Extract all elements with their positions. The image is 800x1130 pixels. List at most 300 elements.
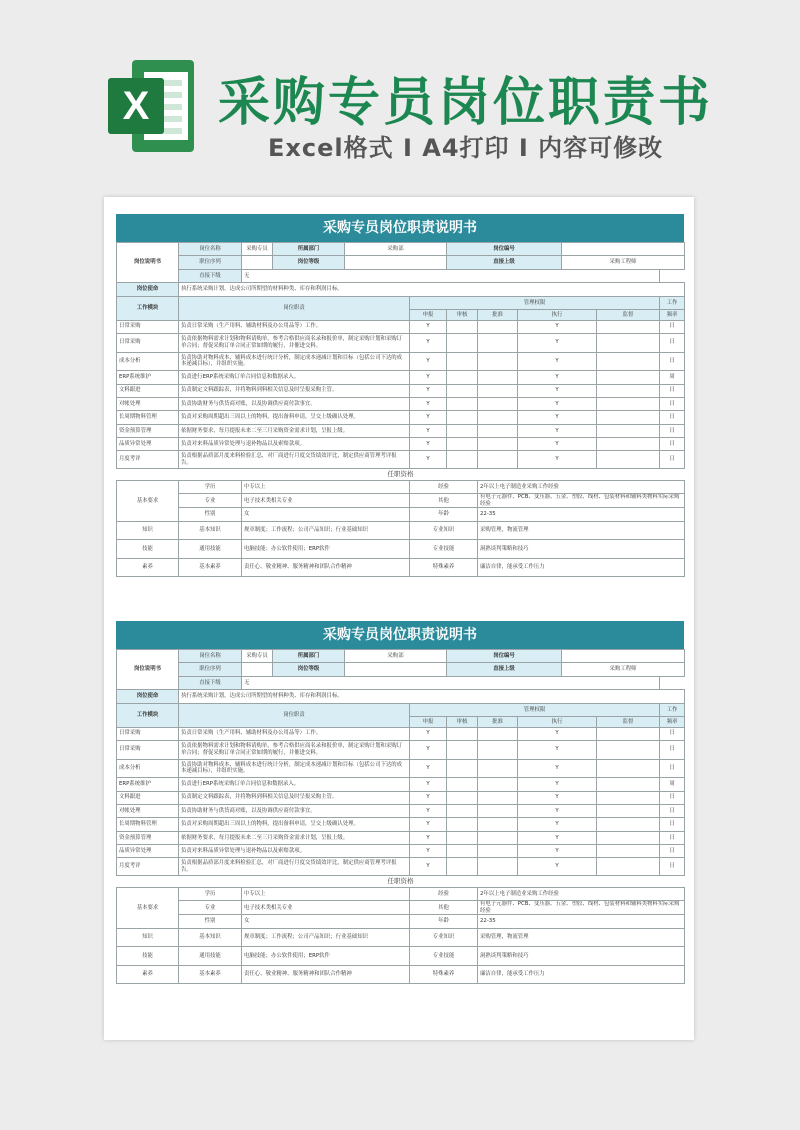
authority-col-header: 监督 (597, 716, 660, 727)
gender-label: 性别 (179, 915, 242, 928)
authority-mark (478, 333, 518, 352)
authority-mark (478, 424, 518, 437)
basic-quality-label: 基本素养 (179, 558, 242, 577)
info-table (116, 242, 685, 577)
gender-value: 女 (242, 915, 410, 928)
pro-skill-label: 专业技能 (410, 540, 478, 559)
superior-value: 采购工程师 (562, 256, 685, 269)
authority-mark: Y (410, 397, 447, 410)
duty-frequency: 日 (660, 727, 685, 740)
page-subtitle: Excel格式 I A4打印 I 内容可修改 (268, 134, 664, 162)
authority-mark: Y (518, 371, 597, 384)
mission-value: 执行系统采购计划，达成公司所期望的材料种类、库存和利润目标。 (179, 283, 685, 296)
basic-quality-label: 基本素养 (179, 965, 242, 984)
duty-module: 日常采购 (117, 727, 179, 740)
freq-header: 频率 (660, 309, 685, 320)
duty-sheet (116, 214, 684, 577)
authority-mark (478, 845, 518, 858)
authority-mark (478, 818, 518, 831)
duty-row (117, 818, 685, 831)
major-value: 电子技术类相关专业 (242, 901, 410, 915)
duty-module: 月度考评 (117, 451, 179, 468)
authority-mark: Y (410, 320, 447, 333)
dept-label: 所属部门 (273, 650, 345, 663)
authority-mark: Y (410, 778, 447, 791)
duty-row (117, 727, 685, 740)
duty-frequency: 日 (660, 451, 685, 468)
knowledge-label: 知识 (117, 928, 179, 947)
authority-mark: Y (410, 818, 447, 831)
basic-knowledge-label: 基本知识 (179, 928, 242, 947)
authority-mark (447, 845, 478, 858)
duty-row (117, 740, 685, 759)
duty-row (117, 384, 685, 397)
duty-frequency: 日 (660, 352, 685, 371)
age-label: 年龄 (410, 915, 478, 928)
pro-knowledge-value: 采购管理，物流管理 (478, 928, 685, 947)
sub-label: 直接下级 (179, 269, 242, 282)
duty-text: 负责依据物料需求计划和物料请购单，参考合格供应商名录和报价单，制定采购计划和采购订单合同；督促采购订单合同正常如期的履行，并催进交料。 (179, 333, 410, 352)
authority-mark (478, 352, 518, 371)
duty-text: 负责对来料品质异常处理与退补物品以及索赔款项。 (179, 845, 410, 858)
duty-module: ERP系统维护 (117, 778, 179, 791)
authority-mark (478, 451, 518, 468)
info-section-label: 岗位说明书 (117, 650, 179, 690)
duty-row (117, 858, 685, 875)
duty-text: 负责根据品质部月度来料检验汇总，对厂商进行月度交货绩效评比，制定供应商管理考评报告。 (179, 858, 410, 875)
authority-mark: Y (518, 727, 597, 740)
skill-label: 技能 (117, 540, 179, 559)
authority-mark (597, 411, 660, 424)
special-quality-label: 特殊素养 (410, 558, 478, 577)
duty-row (117, 845, 685, 858)
age-value: 22-35 (478, 915, 685, 928)
duty-text: 负责制定文料跟踪表，并将物料到料相关信息及时呈报采购主管。 (179, 384, 410, 397)
authority-mark: Y (518, 778, 597, 791)
authority-mark (597, 424, 660, 437)
age-value: 22-35 (478, 508, 685, 521)
duty-frequency: 日 (660, 845, 685, 858)
authority-mark (447, 384, 478, 397)
duty-row (117, 333, 685, 352)
authority-col-header: 执行 (518, 309, 597, 320)
seq-value (242, 256, 273, 269)
sheet-title: 采购专员岗位职责说明书 (116, 621, 684, 649)
duty-row (117, 371, 685, 384)
authority-mark (478, 759, 518, 778)
authority-mark: Y (410, 740, 447, 759)
general-skill-label: 通用技能 (179, 540, 242, 559)
quality-label: 素养 (117, 965, 179, 984)
authority-mark: Y (410, 804, 447, 817)
authority-mark (478, 740, 518, 759)
duty-text: 负责对来料品质异常处理与退补物品以及索赔款项。 (179, 438, 410, 451)
authority-mark (447, 804, 478, 817)
duty-row (117, 320, 685, 333)
quality-label: 素养 (117, 558, 179, 577)
duty-text: 负责协助财务与供货商对账，以及协调供应商付款事宜。 (179, 804, 410, 817)
authority-col-header: 申报 (410, 309, 447, 320)
duty-frequency: 日 (660, 759, 685, 778)
authority-mark: Y (518, 397, 597, 410)
duty-header: 岗位职责 (179, 703, 410, 727)
authority-mark (447, 438, 478, 451)
work-header: 工作 (660, 703, 685, 716)
edu-label: 学历 (179, 887, 242, 900)
edu-label: 学历 (179, 480, 242, 493)
authority-mark (597, 397, 660, 410)
authority-col-header: 监督 (597, 309, 660, 320)
basic-req-label: 基本要求 (117, 887, 179, 928)
mission-value: 执行系统采购计划，达成公司所期望的材料种类、库存和利润目标。 (179, 690, 685, 703)
authority-mark (447, 451, 478, 468)
knowledge-label: 知识 (117, 521, 179, 540)
authority-mark (447, 320, 478, 333)
duty-frequency: 日 (660, 818, 685, 831)
authority-mark (478, 384, 518, 397)
authority-mark: Y (410, 438, 447, 451)
authority-mark (447, 352, 478, 371)
authority-mark (597, 858, 660, 875)
pro-knowledge-value: 采购管理，物流管理 (478, 521, 685, 540)
duty-module: 文料跟进 (117, 384, 179, 397)
authority-mark: Y (410, 858, 447, 875)
duty-frequency: 日 (660, 384, 685, 397)
basic-knowledge-value: 规章制度；工作流程；公司产品知识；行业基础知识 (242, 928, 410, 947)
authority-mark (447, 740, 478, 759)
grade-value (345, 663, 447, 676)
authority-mark (597, 727, 660, 740)
pro-skill-label: 专业技能 (410, 947, 478, 966)
duty-row (117, 352, 685, 371)
duty-text: 负责对采购周期超出三周以上的物料，提出备料申请，呈交上级确认处理。 (179, 411, 410, 424)
age-label: 年龄 (410, 508, 478, 521)
name-value: 采购专员 (242, 243, 273, 256)
major-label: 专业 (179, 901, 242, 915)
authority-mark: Y (410, 384, 447, 397)
authority-mark (597, 818, 660, 831)
duty-row (117, 804, 685, 817)
authority-mark (597, 438, 660, 451)
duty-row (117, 778, 685, 791)
authority-mark (447, 831, 478, 844)
duty-frequency: 日 (660, 411, 685, 424)
duty-frequency: 日 (660, 804, 685, 817)
exp-label: 经验 (410, 887, 478, 900)
authority-mark: Y (518, 333, 597, 352)
duty-module: 品质异常处理 (117, 438, 179, 451)
duty-text: 负责日常采购（生产用料、辅助材料及办公用品等）工作。 (179, 320, 410, 333)
page-header (0, 0, 800, 185)
name-value: 采购专员 (242, 650, 273, 663)
authority-mark: Y (410, 451, 447, 468)
duty-frequency: 日 (660, 858, 685, 875)
duty-module: 日常采购 (117, 333, 179, 352)
superior-label: 直接上级 (447, 663, 562, 676)
authority-mark: Y (410, 845, 447, 858)
duty-row (117, 791, 685, 804)
seq-label: 职位序列 (179, 256, 242, 269)
duty-header: 岗位职责 (179, 296, 410, 320)
info-table (116, 649, 685, 984)
duty-module: 日常采购 (117, 740, 179, 759)
duty-text: 依据财务要求，每月提报未来二至三月采购资金需求计划，呈报上级。 (179, 831, 410, 844)
duty-frequency: 日 (660, 397, 685, 410)
authority-mark (597, 740, 660, 759)
edu-value: 中专以上 (242, 887, 410, 900)
duty-module: 品质异常处理 (117, 845, 179, 858)
other-value: 有电子元器件、PCB、变压器、五金、塑胶、线材、包装材料和辅料类物料实际采购经验 (478, 901, 685, 915)
document-paper (104, 197, 694, 1040)
duty-module: 成本分析 (117, 352, 179, 371)
authority-mark (478, 411, 518, 424)
duty-module: 长周期物料管理 (117, 411, 179, 424)
name-label: 岗位名称 (179, 243, 242, 256)
mission-label: 岗位使命 (117, 283, 179, 296)
duty-frequency: 日 (660, 333, 685, 352)
basic-knowledge-label: 基本知识 (179, 521, 242, 540)
authority-mark (597, 804, 660, 817)
authority-header: 管理权限 (410, 703, 660, 716)
authority-header: 管理权限 (410, 296, 660, 309)
general-skill-value: 电脑技能；办公软件使用；ERP软件 (242, 947, 410, 966)
authority-mark (597, 333, 660, 352)
duty-row (117, 411, 685, 424)
gender-value: 女 (242, 508, 410, 521)
authority-mark: Y (518, 791, 597, 804)
authority-mark: Y (518, 858, 597, 875)
authority-mark: Y (518, 384, 597, 397)
authority-mark: Y (518, 831, 597, 844)
authority-mark (597, 845, 660, 858)
code-value (562, 243, 685, 256)
skill-label: 技能 (117, 947, 179, 966)
pro-knowledge-label: 专业知识 (410, 521, 478, 540)
authority-col-header: 审核 (447, 309, 478, 320)
authority-mark: Y (410, 424, 447, 437)
grade-label: 岗位等级 (273, 663, 345, 676)
authority-mark: Y (410, 371, 447, 384)
duty-text: 负责协助财务与供货商对账，以及协调供应商付款事宜。 (179, 397, 410, 410)
exp-value: 2年以上电子制造业采购工作经验 (478, 480, 685, 493)
authority-mark (597, 831, 660, 844)
authority-mark (478, 831, 518, 844)
basic-req-label: 基本要求 (117, 480, 179, 521)
authority-mark (597, 320, 660, 333)
grade-value (345, 256, 447, 269)
duty-text: 负责协助对物料成本、辅料成本进行统计分析，制定成本递减计划和目标（包括公司下达的成本递减目标），并组织实施。 (179, 759, 410, 778)
duty-row (117, 424, 685, 437)
exp-label: 经验 (410, 480, 478, 493)
authority-mark: Y (410, 352, 447, 371)
authority-mark: Y (410, 727, 447, 740)
pro-skill-value: 洞熟谈判策略和技巧 (478, 947, 685, 966)
duty-frequency: 周 (660, 371, 685, 384)
code-label: 岗位编号 (447, 650, 562, 663)
general-skill-value: 电脑技能；办公软件使用；ERP软件 (242, 540, 410, 559)
duty-frequency: 周 (660, 778, 685, 791)
authority-mark: Y (410, 333, 447, 352)
authority-col-header: 执行 (518, 716, 597, 727)
duty-frequency: 日 (660, 740, 685, 759)
gender-label: 性别 (179, 508, 242, 521)
authority-col-header: 批准 (478, 309, 518, 320)
logo-letter: X (108, 78, 164, 134)
exp-value: 2年以上电子制造业采购工作经验 (478, 887, 685, 900)
authority-mark (478, 727, 518, 740)
authority-mark (447, 727, 478, 740)
authority-mark (447, 424, 478, 437)
authority-mark: Y (518, 818, 597, 831)
superior-label: 直接上级 (447, 256, 562, 269)
duty-frequency: 日 (660, 424, 685, 437)
duty-module: 日常采购 (117, 320, 179, 333)
edu-value: 中专以上 (242, 480, 410, 493)
duty-text: 负责根据品质部月度来料检验汇总，对厂商进行月度交货绩效评比，制定供应商管理考评报告。 (179, 451, 410, 468)
dept-label: 所属部门 (273, 243, 345, 256)
duty-module: 成本分析 (117, 759, 179, 778)
duty-row (117, 438, 685, 451)
duty-module: 长周期物料管理 (117, 818, 179, 831)
freq-header: 频率 (660, 716, 685, 727)
duty-row (117, 759, 685, 778)
sheet-title: 采购专员岗位职责说明书 (116, 214, 684, 242)
sub-label: 直接下级 (179, 676, 242, 689)
duty-text: 负责进行ERP系统采购订单合同信息和数据录入。 (179, 371, 410, 384)
authority-mark (597, 759, 660, 778)
duty-module: 资金预算管理 (117, 831, 179, 844)
duty-frequency: 日 (660, 831, 685, 844)
authority-mark (478, 791, 518, 804)
authority-mark: Y (518, 804, 597, 817)
authority-mark: Y (410, 759, 447, 778)
duty-module: ERP系统维护 (117, 371, 179, 384)
info-section-label: 岗位说明书 (117, 243, 179, 283)
duty-module: 文料跟进 (117, 791, 179, 804)
duty-text: 负责日常采购（生产用料、辅助材料及办公用品等）工作。 (179, 727, 410, 740)
sub-value: 无 (242, 269, 660, 282)
seq-value (242, 663, 273, 676)
duty-text: 负责制定文料跟踪表，并将物料到料相关信息及时呈报采购主管。 (179, 791, 410, 804)
other-label: 其他 (410, 901, 478, 915)
dept-value: 采购部 (345, 650, 447, 663)
superior-value: 采购工程师 (562, 663, 685, 676)
module-header: 工作模块 (117, 703, 179, 727)
module-header: 工作模块 (117, 296, 179, 320)
basic-quality-value: 责任心、敬业精神、服务精神和团队合作精神 (242, 965, 410, 984)
authority-mark: Y (410, 791, 447, 804)
authority-mark (478, 397, 518, 410)
other-label: 其他 (410, 494, 478, 508)
general-skill-label: 通用技能 (179, 947, 242, 966)
duty-row (117, 451, 685, 468)
excel-logo-icon (104, 60, 200, 152)
authority-mark (597, 352, 660, 371)
authority-mark (478, 371, 518, 384)
duty-text: 依据财务要求，每月提报未来二至三月采购资金需求计划，呈报上级。 (179, 424, 410, 437)
special-quality-label: 特殊素养 (410, 965, 478, 984)
duty-frequency: 日 (660, 320, 685, 333)
authority-mark (597, 371, 660, 384)
authority-mark (447, 371, 478, 384)
authority-mark (478, 438, 518, 451)
duty-module: 对帐处理 (117, 397, 179, 410)
authority-mark: Y (518, 845, 597, 858)
authority-col-header: 审核 (447, 716, 478, 727)
authority-mark (447, 333, 478, 352)
authority-col-header: 申报 (410, 716, 447, 727)
seq-label: 职位序列 (179, 663, 242, 676)
pro-knowledge-label: 专业知识 (410, 928, 478, 947)
qualification-title: 任职资格 (117, 875, 685, 887)
authority-mark (447, 397, 478, 410)
authority-mark: Y (518, 352, 597, 371)
authority-mark (447, 411, 478, 424)
authority-mark (597, 384, 660, 397)
duty-module: 月度考评 (117, 858, 179, 875)
special-quality-value: 廉洁自律，能承受工作压力 (478, 965, 685, 984)
duty-sheet (116, 621, 684, 984)
major-label: 专业 (179, 494, 242, 508)
duty-row (117, 831, 685, 844)
dept-value: 采购部 (345, 243, 447, 256)
qualification-title: 任职资格 (117, 468, 685, 480)
duty-text: 负责对采购周期超出三周以上的物料，提出备料申请，呈交上级确认处理。 (179, 818, 410, 831)
sub-value: 无 (242, 676, 660, 689)
special-quality-value: 廉洁自律，能承受工作压力 (478, 558, 685, 577)
authority-mark: Y (518, 320, 597, 333)
authority-mark (597, 451, 660, 468)
authority-col-header: 批准 (478, 716, 518, 727)
authority-mark (478, 320, 518, 333)
duty-row (117, 397, 685, 410)
authority-mark (597, 791, 660, 804)
authority-mark: Y (410, 411, 447, 424)
basic-knowledge-value: 规章制度；工作流程；公司产品知识；行业基础知识 (242, 521, 410, 540)
duty-module: 对帐处理 (117, 804, 179, 817)
pro-skill-value: 洞熟谈判策略和技巧 (478, 540, 685, 559)
authority-mark: Y (518, 740, 597, 759)
duty-text: 负责依据物料需求计划和物料请购单，参考合格供应商名录和报价单，制定采购计划和采购订单合同；督促采购订单合同正常如期的履行，并催进交料。 (179, 740, 410, 759)
authority-mark: Y (518, 424, 597, 437)
authority-mark: Y (518, 411, 597, 424)
duty-text: 负责进行ERP系统采购订单合同信息和数据录入。 (179, 778, 410, 791)
duty-module: 资金预算管理 (117, 424, 179, 437)
mission-label: 岗位使命 (117, 690, 179, 703)
authority-mark: Y (518, 438, 597, 451)
code-value (562, 650, 685, 663)
authority-mark (478, 804, 518, 817)
authority-mark (447, 791, 478, 804)
authority-mark: Y (518, 759, 597, 778)
authority-mark (447, 778, 478, 791)
authority-mark (447, 818, 478, 831)
authority-mark (447, 759, 478, 778)
other-value: 有电子元器件、PCB、变压器、五金、塑胶、线材、包装材料和辅料类物料实际采购经验 (478, 494, 685, 508)
duty-text: 负责协助对物料成本、辅料成本进行统计分析，制定成本递减计划和目标（包括公司下达的成本递减目标），并组织实施。 (179, 352, 410, 371)
authority-mark (478, 858, 518, 875)
duty-frequency: 日 (660, 791, 685, 804)
page-title: 采购专员岗位职责书 (218, 73, 714, 133)
name-label: 岗位名称 (179, 650, 242, 663)
authority-mark (478, 778, 518, 791)
basic-quality-value: 责任心、敬业精神、服务精神和团队合作精神 (242, 558, 410, 577)
authority-mark: Y (518, 451, 597, 468)
major-value: 电子技术类相关专业 (242, 494, 410, 508)
code-label: 岗位编号 (447, 243, 562, 256)
grade-label: 岗位等级 (273, 256, 345, 269)
authority-mark (597, 778, 660, 791)
